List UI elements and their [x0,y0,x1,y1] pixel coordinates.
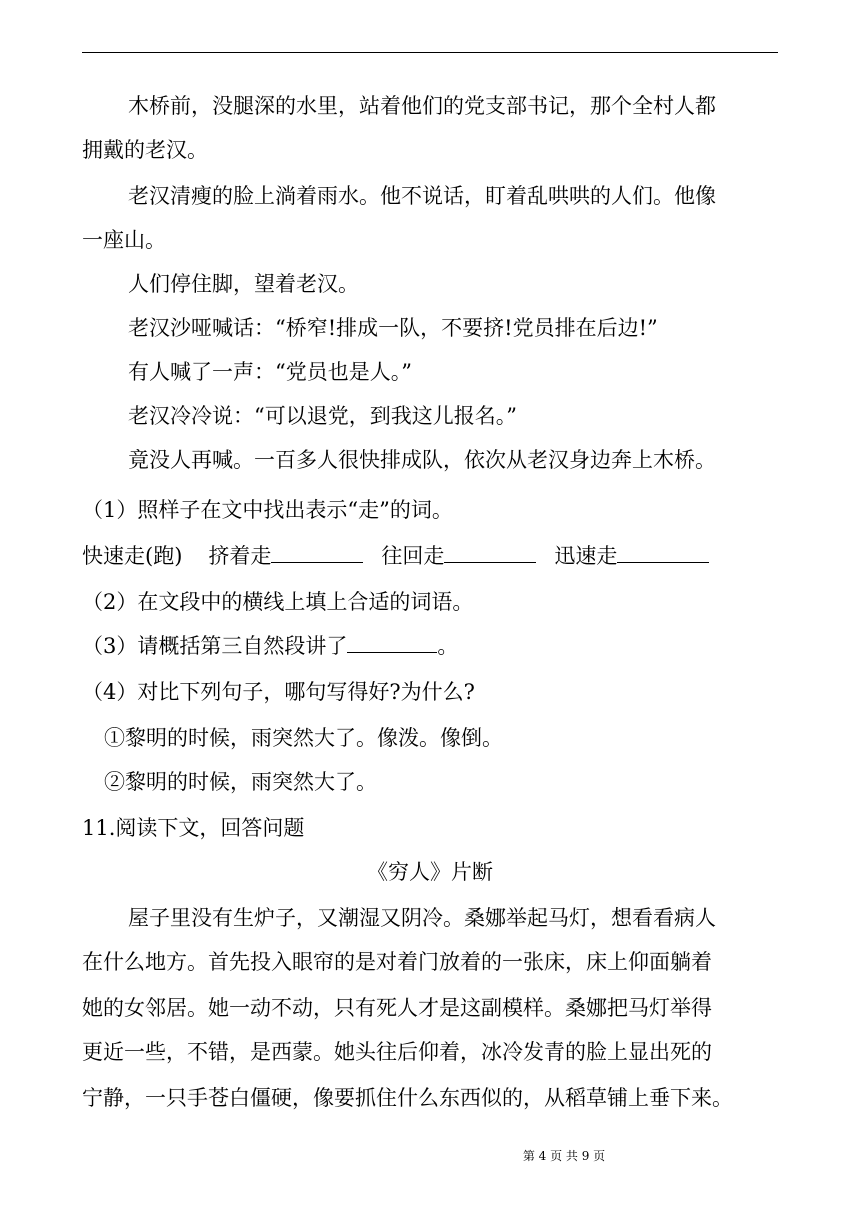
answer-item-label: 迅速走 [554,544,618,568]
question-1: （1）照样子在文中找出表示“走”的词。 [82,498,453,522]
question-3-suffix: 。 [437,634,459,658]
passage-line: 她的女邻居。她一动不动，只有死人才是这副模样。桑娜把马灯举得 [82,996,712,1020]
passage-line: 木桥前，没腿深的水里，站着他们的党支部书记，那个全村人都 [128,94,716,118]
passage-line: 竟没人再喊。一百多人很快排成队，依次从老汉身边奔上木桥。 [128,448,716,472]
answer-blank[interactable] [271,542,363,563]
example-word: 快速走(跑) [82,544,183,568]
question-4: （4）对比下列句子，哪句写得好?为什么? [82,680,475,704]
passage-line: 更近一些，不错，是西蒙。她头往后仰着，冰冷发青的脸上显出死的 [82,1040,712,1064]
answer-blank[interactable] [444,542,536,563]
passage-line: 人们停住脚，望着老汉。 [128,272,359,296]
passage-line: 屋子里没有生炉子，又潮湿又阴冷。桑娜举起马灯，想看看病人 [128,906,716,930]
section-heading: 11.阅读下文，回答问题 [82,816,305,840]
question-1-answers [82,542,782,570]
passage-line: 老汉冷冷说：“可以退党，到我这儿报名。” [128,404,517,428]
answer-item-label: 挤着走 [208,544,272,568]
answer-blank[interactable] [347,632,437,653]
passage-line: 宁静，一只手苍白僵硬，像要抓住什么东西似的，从稻草铺上垂下来。 [82,1086,733,1110]
passage-line: 老汉沙哑喊话：“桥窄!排成一队，不要挤!党员排在后边!” [128,316,658,340]
question-3 [82,632,782,660]
question-4-option-2: ②黎明的时候，雨突然大了。 [104,770,377,794]
passage-title: 《穷人》片断 [367,860,493,884]
answer-blank[interactable] [617,542,709,563]
question-3-text: （3）请概括第三自然段讲了 [82,634,348,658]
page-number: 第 4 页 共 9 页 [522,1149,606,1163]
passage-line: 有人喊了一声：“党员也是人。” [128,360,412,384]
passage-line: 老汉清瘦的脸上淌着雨水。他不说话，盯着乱哄哄的人们。他像 [128,184,716,208]
passage-line: 一座山。 [82,228,166,252]
answer-item-label: 往回走 [381,544,445,568]
question-4-option-1: ①黎明的时候，雨突然大了。像泼。像倒。 [104,726,503,750]
question-2: （2）在文段中的横线上填上合适的词语。 [82,590,474,614]
passage-line: 拥戴的老汉。 [82,138,208,162]
header-rule [82,52,778,53]
passage-line: 在什么地方。首先投入眼帘的是对着门放着的一张床，床上仰面躺着 [82,950,712,974]
